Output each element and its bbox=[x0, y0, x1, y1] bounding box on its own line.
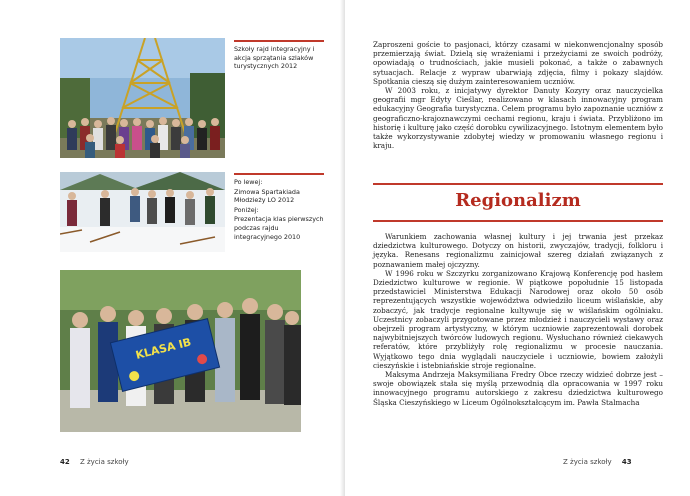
section-heading: Regionalizm bbox=[455, 190, 581, 211]
caption-text: Prezentacja klas pierwszych podczas rajdu integracyjnego 2010 bbox=[234, 215, 324, 241]
paragraph: Zaproszeni goście to pasjonaci, którzy czasami w niekonwencjonalny sposób przemierzają świat. Dzielą się wrażeniami i przeżyciami ze swoich podróży, opowiadają o trudnościach, jakie musieli pokonać, a także o zabawnych sytuacjach. Relacje z wypraw ubarwiają zdjęcia, filmy i pokazy slajdów. Spotkania cieszą się dużym zainteresowaniem uczniów. bbox=[373, 40, 663, 86]
right-footer bbox=[563, 458, 632, 466]
page-number: 42 bbox=[60, 458, 70, 466]
heading-rule-top bbox=[373, 183, 663, 185]
paragraph: W 2003 roku, z inicjatywy dyrektor Danuty Kozyry oraz nauczycielka geografii mgr Edyty Cieślar, realizowano w klasach innowacyjny program edukacyjny Geografia turystyczna. Celem programu było zapoznanie uczniów z geograficzno-krajoznawczymi cechami regionu, kraju i świata. Przybliżono im historię i kulturę jako część dorobku cywilizacyjnego. Istotnym elementem było także wykorzystywanie zdobytej wiedzy w promowaniu własnego regionu i kraju. bbox=[373, 86, 663, 151]
caption-rule bbox=[234, 173, 324, 175]
page-number: 43 bbox=[621, 458, 632, 466]
caption-rule bbox=[234, 40, 324, 42]
photo-tower-group bbox=[60, 38, 225, 158]
paragraph: Warunkiem zachowania własnej kultury i jej trwania jest przekaz dziedzictwa kulturowego. Dotyczy on historii, zwyczajów, tradycji, folkloru i języka. Renesans regionalizmu zainicjował szereg działań związanych z poznawaniem małej ojczyzny. bbox=[373, 232, 663, 269]
section-text bbox=[373, 232, 663, 407]
caption-tower-rally bbox=[234, 40, 324, 72]
caption-text: Zimowa Spartakiada Młodzieży LO 2012 bbox=[234, 187, 300, 205]
paragraph: Maksyma Andrzeja Maksymiliana Fredry Obce rzeczy widzieć dobrze jest – swoje obowiązek stała się myślą przewodnią dla opracowania w 1997 roku innowacyjnego programu autorskiego z zakresu dziedzictwa kulturowego Śląska Cieszyńskiego w Liceum Ogólnokształcącym im. Pawła Stalmacha bbox=[373, 370, 663, 407]
caption-label-left: Po lewej: bbox=[234, 178, 263, 186]
heading-rule-bottom bbox=[373, 220, 663, 222]
banner-text: KLASA IB bbox=[134, 335, 193, 362]
left-footer bbox=[60, 458, 129, 466]
photo-class-banner bbox=[60, 270, 301, 432]
caption-text: Szkoły rajd integracyjny i akcja sprzątania szlaków turystycznych 2012 bbox=[234, 45, 315, 71]
intro-text bbox=[373, 40, 663, 150]
paragraph: W 1996 roku w Szczyrku zorganizowano Krajową Konferencję pod hasłem Dziedzictwo kulturowe w regionie. W piątkowe popołudnie 15 listopada przedstawiciel Ministerstwa Edukacji Narodowej oraz około 50 osób reprezentujących wszystkie województwa odwiedziło liceum wiślańskie, aby zobaczyć, jak tradycje regionalne kultywuje się w wiślańskim ogólniaku. Uczestnicy zobaczyli przygotowane przez młodzież i nauczycieli wystawy oraz obejrzeli program artystyczny, w którym uczniowie zaprezentowali dorobek najwybitniejszych twórców ludowych regionu. Wysłuchano również ciekawych referatów, które przybliżyły rolę regionalizmu w procesie nauczania. Wyjątkowo tego dnia wyglądali nauczyciele i uczniowie, bowiem założyli cieszyńskie i istebniańskie stroje regionalne. bbox=[373, 268, 663, 370]
photo-winter-skiers bbox=[60, 172, 225, 252]
caption-winter-and-presentation bbox=[234, 173, 324, 242]
running-title: Z życia szkoły bbox=[563, 458, 612, 466]
running-title: Z życia szkoły bbox=[79, 458, 129, 466]
caption-label-below: Poniżej: bbox=[234, 205, 259, 214]
